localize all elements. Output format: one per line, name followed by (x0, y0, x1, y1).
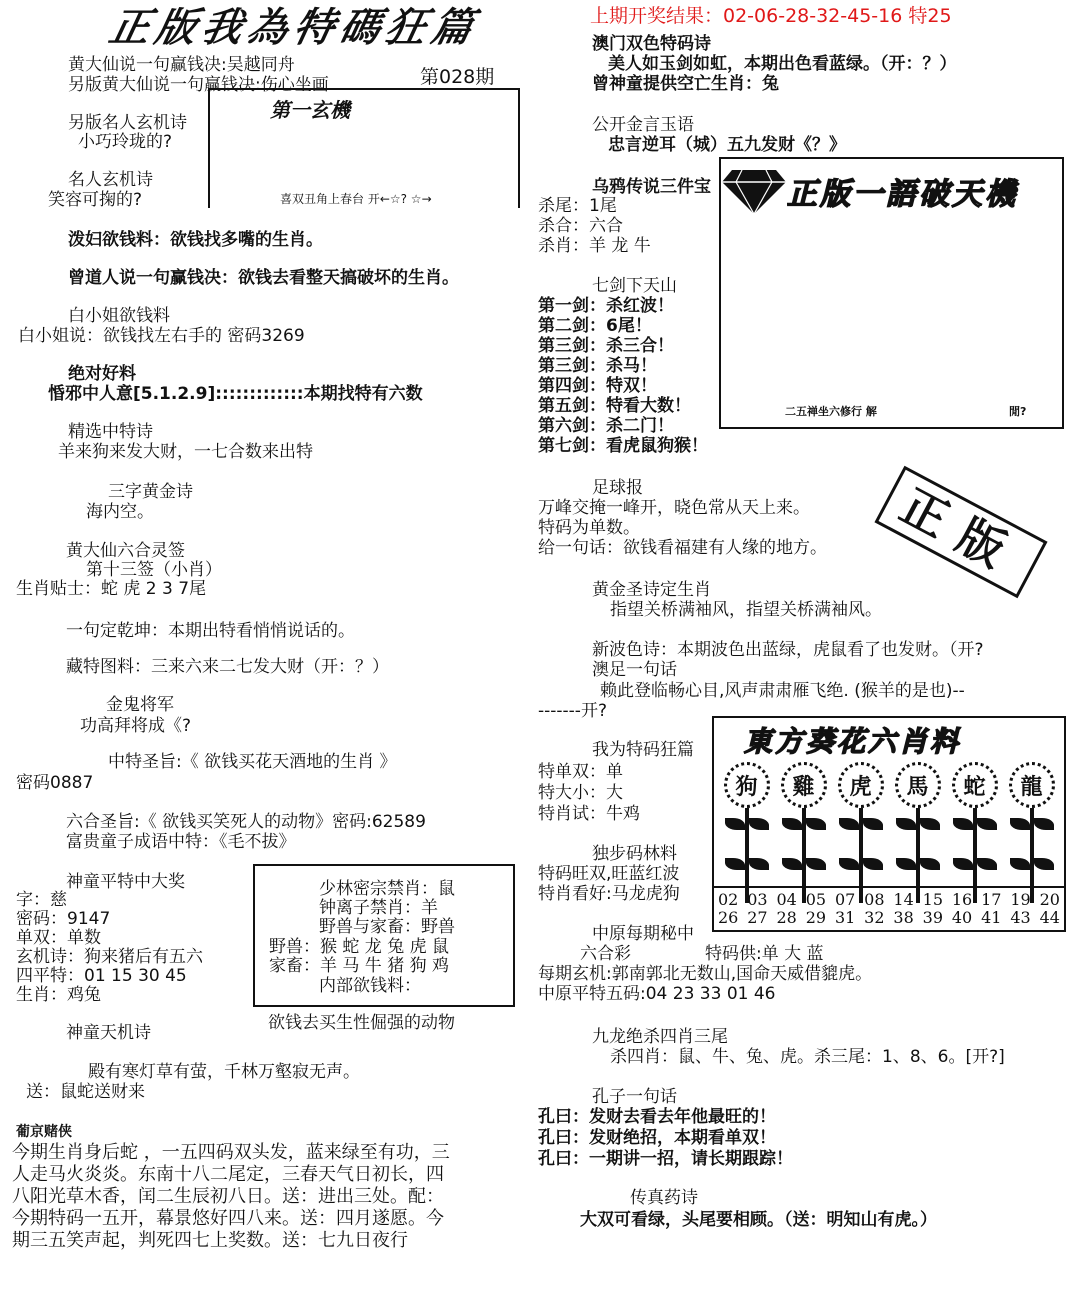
pofu-line: 泼妇欲钱料：欲钱找多嘴的生肖。 (68, 230, 323, 250)
zeng-shentong-line: 曾神童提供空亡生肖：兔 (592, 74, 779, 94)
liuhe-line: 六合圣旨:《 欲钱买笑死人的动物》密码:62589 (66, 812, 426, 832)
qijian-list (538, 296, 708, 456)
dubu-list (538, 864, 680, 904)
juedui-text: 惛邪中人意[5.1.2.9]:::::::::::::本期找特有六数 (48, 384, 423, 404)
pujing-line: 人走马火炎炎。东南十八二尾定，三春天气日初长，四 (12, 1164, 444, 1185)
zeng-daoren-line: 曾道人说一句赢钱决：欲钱去看整天搞破坏的生肖。 (68, 268, 459, 288)
potian-box-footer-left: 二五禅坐六修行 解 (785, 405, 877, 418)
sunflower-icon (723, 762, 771, 903)
shentong-title: 神童平特中大奖 (66, 872, 185, 892)
sunflower-numbers (714, 886, 1064, 930)
zodiac-horse: 馬 (895, 762, 941, 808)
pujing-title: 葡京赌侠 (16, 1124, 72, 1140)
dubu-item: 特码旺双,旺蓝红波 (538, 864, 680, 884)
huang-daxian-alt-line: 另版黄大仙说一句赢钱决:伤心坐画 (68, 75, 329, 95)
genuine-stamp: 正版 (874, 466, 1047, 599)
last-draw-result: 上期开奖结果：02-06-28-32-45-16 特25 (590, 5, 952, 27)
sunflower-row (718, 762, 1060, 903)
wuya-item: 杀合：六合 (538, 216, 623, 236)
zhongte-line: 中特圣旨:《 欲钱买花天酒地的生肖 》 (108, 752, 397, 772)
aozu-title: 澳足一句话 (592, 660, 677, 680)
dubu-title: 独步码林料 (592, 844, 677, 864)
zodiac-rooster: 雞 (781, 762, 827, 808)
qijian-item: 第六剑：杀二门！ (538, 416, 674, 436)
tianji-title: 神童天机诗 (66, 1023, 151, 1043)
wuya-title: 乌鸦传说三件宝 (592, 177, 711, 197)
shentong-item: 字：慈 (16, 890, 67, 910)
pujing-line: 期三五笑声起，判死四七上奖数。送：七九日夜行 (12, 1230, 408, 1251)
chuanzhen-text: 大双可看绿，头尾要相顾。（送：明知山有虎。） (580, 1210, 937, 1230)
pujing-line: 八阳光草木香，闰二生辰初八日。送：进出三处。配： (12, 1186, 444, 1207)
bai-title: 白小姐欲钱料 (68, 306, 170, 326)
qijian-item: 第五剑：特看大数！ (538, 396, 691, 416)
numbers-row-2: 26 27 28 29 31 32 38 39 40 41 43 44 (718, 908, 1060, 927)
alt-poem-text: 小巧玲珑的? (78, 132, 173, 152)
huang-daxian-line: 黄大仙说一句赢钱决:吴越同舟 (68, 55, 295, 75)
tianji-send: 送：鼠蛇送财来 (26, 1082, 145, 1102)
sanzi-title: 三字黄金诗 (108, 482, 193, 502)
zuqiu-title: 足球报 (592, 478, 643, 498)
xinbo-line: 新波色诗：本期波色出蓝绿，虎鼠看了也发财。（开? (592, 640, 984, 660)
kongzi-list (538, 1107, 793, 1170)
qijian-title: 七剑下天山 (592, 276, 677, 296)
dubu-item: 特肖看好:马龙虎狗 (538, 884, 680, 904)
jingxuan-title: 精选中特诗 (68, 422, 153, 442)
chuanzhen-title: 传真药诗 (630, 1188, 698, 1208)
shentong-item: 玄机诗：狗来猪后有五六 (16, 947, 203, 967)
cangte-line: 藏特图料：三来六来二七发大财（开：？） (66, 657, 389, 677)
wild-animals: 野兽：猴 蛇 龙 兔 虎 鼠 (269, 937, 450, 957)
kongzi-item: 孔曰：发财去看去年他最旺的！ (538, 1107, 776, 1127)
shentong-item: 单双：单数 (16, 928, 101, 948)
sunflower-icon (894, 762, 942, 903)
kuangpian-item: 特肖试：牛鸡 (538, 804, 640, 824)
inner-text: 欲钱去买生性倔强的动物 (268, 1013, 455, 1033)
aozu-tail: -------开? (538, 701, 607, 721)
poem-text: 笑容可掬的? (48, 190, 143, 210)
kuangpian-item: 特大小：大 (538, 783, 623, 803)
shaolin-lines (319, 880, 455, 937)
diamond-icon (722, 168, 786, 214)
shaolin-line: 钟离子禁肖：羊 (319, 898, 438, 918)
wuya-list (538, 196, 651, 256)
huangjin-title: 黄金圣诗定生肖 (592, 580, 711, 600)
qijian-item: 第七剑：看虎鼠狗猴！ (538, 436, 708, 456)
sunflower-icon (951, 762, 999, 903)
xuanji-box-title: 第一玄機 (270, 98, 350, 122)
kongzi-item: 孔曰：一期讲一招，请长期跟踪！ (538, 1149, 793, 1169)
pujing-line: 今期生肖身后蛇 ，一五四码双头发，蓝来绿至有功，三 (12, 1142, 450, 1163)
zuqiu-item: 特码为单数。 (538, 518, 640, 538)
qijian-item: 第四剑：特双！ (538, 376, 657, 396)
kongzi-title: 孔子一句话 (592, 1087, 677, 1107)
jingxuan-text: 羊来狗来发大财，一七合数来出特 (58, 442, 313, 462)
numbers-row-1: 02 03 04 05 07 08 14 15 16 17 19 20 (718, 890, 1060, 909)
lingqian-title: 黄大仙六合灵签 (66, 541, 185, 561)
sunflower-icon (780, 762, 828, 903)
kuangpian-list (538, 762, 640, 825)
zuqiu-item: 给一句话：欲钱看福建有人缘的地方。 (538, 538, 827, 558)
zodiac-dragon: 龍 (1009, 762, 1055, 808)
kongzi-item: 孔曰：发财绝招，本期看单双！ (538, 1128, 776, 1148)
sanzi-text: 海内空。 (86, 502, 154, 522)
huangjin-text: 指望关桥满袖风，指望关桥满袖风。 (610, 600, 882, 620)
qijian-item: 第三剑：杀三合！ (538, 336, 674, 356)
shaolin-line: 野兽与家畜：野兽 (319, 917, 455, 937)
kuangpian-title: 我为特码狂篇 (592, 740, 694, 760)
potian-box-footer-right: 閒? (1009, 405, 1027, 418)
zhongyuan-title: 中原每期秘中 (592, 924, 694, 944)
kuangpian-item: 特单双：单 (538, 762, 623, 782)
zodiac-tiger: 虎 (838, 762, 884, 808)
shaolin-line: 少林密宗禁肖：鼠 (319, 879, 455, 899)
gongkai-title: 公开金言玉语 (592, 115, 694, 135)
juedui-title: 绝对好料 (68, 364, 136, 384)
yiju-line: 一句定乾坤：本期出特看悄悄说话的。 (66, 621, 355, 641)
issue-number: 第028期 (420, 66, 495, 88)
sunflower-icon (837, 762, 885, 903)
zhongte-code: 密码0887 (16, 773, 94, 793)
shentong-item: 密码：9147 (16, 909, 111, 929)
zodiac-dog: 狗 (724, 762, 770, 808)
tianji-text: 殿有寒灯草有萤，千林万壑寂无声。 (88, 1062, 360, 1082)
shaolin-box (253, 864, 515, 1007)
jingui-title: 金鬼将军 (106, 695, 174, 715)
sunflower-box (712, 716, 1066, 932)
jiulong-text: 杀四肖：鼠、牛、兔、虎。杀三尾：1、8、6。[开?] (610, 1047, 1005, 1067)
jingui-text: 功高拜将成《? (80, 716, 192, 736)
domestic-animals: 家畜：羊 马 牛 猪 狗 鸡 (269, 956, 450, 976)
alt-poem-title: 另版名人玄机诗 (68, 113, 187, 133)
zhongyuan-sub-left: 六合彩 (580, 944, 631, 964)
lingqian-sub: 第十三签（小肖） (86, 560, 222, 580)
qijian-item: 第三剑：杀马！ (538, 356, 657, 376)
zuqiu-list (538, 498, 827, 558)
sunflower-icon (1008, 762, 1056, 903)
zhongyuan-nums: 中原平特五码:04 23 33 01 46 (538, 984, 776, 1004)
aomen-title: 澳门双色特码诗 (592, 34, 711, 54)
sunflower-box-title: 東方葵花六肖料 (744, 725, 962, 758)
poem-title: 名人玄机诗 (68, 170, 153, 190)
zuqiu-item: 万峰交掩一峰开，晓色常从天上来。 (538, 498, 810, 518)
wuya-item: 杀尾：1尾 (538, 196, 617, 216)
shentong-item: 四平特：01 15 30 45 (16, 966, 187, 986)
wuya-item: 杀肖：羊 龙 牛 (538, 236, 651, 256)
shentong-item: 生肖：鸡兔 (16, 985, 101, 1005)
gongkai-text: 忠言逆耳（城）五九发财《？》 (608, 135, 846, 155)
jiulong-title: 九龙绝杀四肖三尾 (592, 1027, 728, 1047)
pujing-paragraph (12, 1142, 450, 1252)
zodiac-snake: 蛇 (952, 762, 998, 808)
zhongyuan-sub-right: 特码供:单 大 蓝 (705, 944, 824, 964)
qijian-item: 第二剑：6尾！ (538, 316, 652, 336)
shentong-list (16, 891, 203, 1005)
pujing-line: 今期特码一五开，幕景悠好四八来。送：四月遂愿。今 (12, 1208, 444, 1229)
bai-text: 白小姐说：欲钱找左右手的 密码3269 (18, 326, 305, 346)
page-title: 正版我為特碼狂篇 (105, 5, 483, 51)
potian-box-title: 正版一語破天機 (787, 177, 1018, 212)
xuanji-box (208, 88, 520, 208)
xuanji-box-footer: 喜双丑角上春台 开←☆? ☆→ (280, 192, 432, 206)
aozu-text: 赖此登临畅心目,风声肃肃雁飞绝. (猴羊的是也)-- (600, 681, 965, 701)
aomen-text: 美人如玉剑如虹，本期出色看蓝绿。（开：？） (608, 54, 957, 74)
fugui-line: 富贵童子成语中特：《毛不拔》 (66, 832, 296, 852)
inner-title: 内部欲钱料： (319, 976, 421, 996)
zhongyuan-xuanji: 每期玄机:郭南郭北无数山,国命天威借貔虎。 (538, 964, 873, 984)
qijian-item: 第一剑：杀红波！ (538, 296, 674, 316)
lingqian-tip: 生肖贴士：蛇 虎 2 3 7尾 (16, 579, 207, 599)
